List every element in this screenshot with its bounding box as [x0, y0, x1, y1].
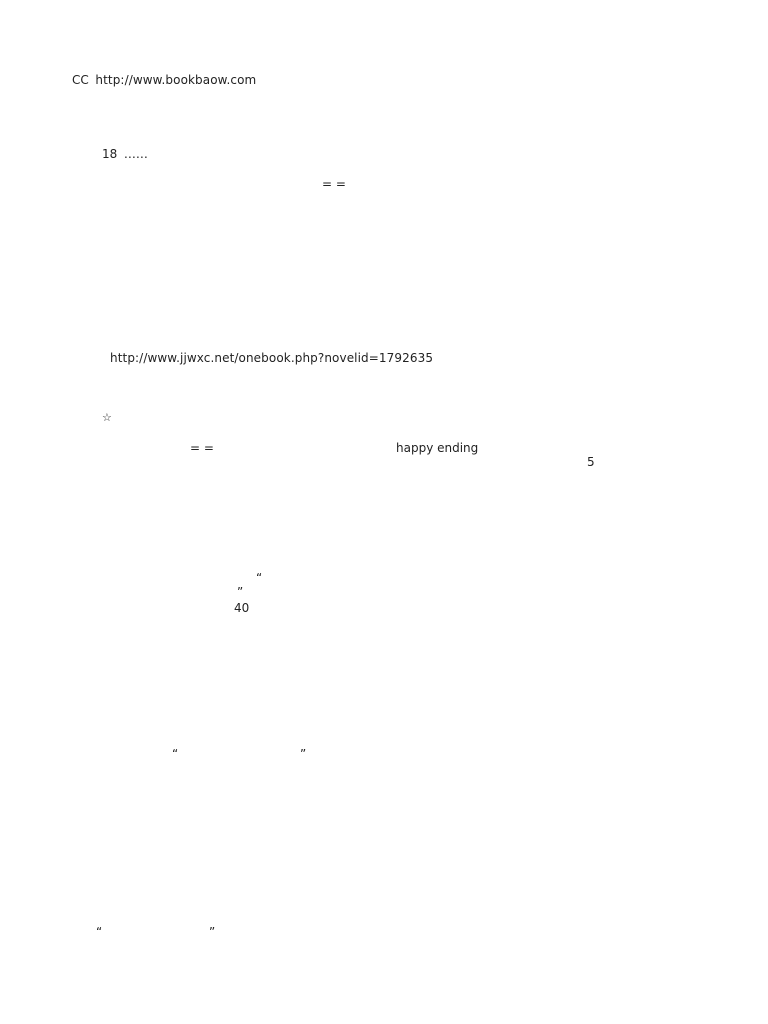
cc-label: CC: [72, 73, 89, 87]
novel-link-line: [110, 351, 433, 366]
section-emoticon-line: [190, 441, 214, 456]
number-five: 5: [587, 455, 595, 469]
quote-open: “: [256, 571, 263, 585]
quote-close: ”: [237, 585, 244, 599]
quote-close-2: [300, 747, 306, 762]
number-five-line: [587, 455, 595, 470]
quote-open-2: [172, 747, 178, 762]
section-star-line: [102, 411, 112, 425]
quote-close: ”: [300, 747, 307, 761]
quote-open-3: [96, 925, 102, 940]
number-forty: 40: [234, 601, 250, 615]
intro-line-emoticon: [322, 177, 346, 192]
number-forty-line: [234, 601, 249, 616]
age-number: 18: [102, 147, 118, 161]
novel-link[interactable]: http://www.jjwxc.net/onebook.php?novelid=1792635: [110, 351, 434, 365]
emoticon: = =: [322, 177, 346, 191]
happy-ending: happy ending: [396, 441, 479, 455]
quote-close: ”: [209, 925, 216, 939]
quote-open: “: [172, 747, 179, 761]
quote-close-1: [237, 585, 243, 600]
quote-open-1: [256, 571, 262, 586]
star-icon: ☆: [102, 411, 112, 424]
section-emoticon: = =: [190, 441, 214, 455]
intro-line-age: [102, 147, 148, 162]
quote-close-3: [209, 925, 215, 940]
happy-ending-line: [396, 441, 478, 456]
ellipsis: ……: [123, 147, 148, 161]
quote-open: “: [96, 925, 103, 939]
source-url[interactable]: http://www.bookbaow.com: [95, 73, 257, 87]
header-line: [72, 73, 256, 88]
